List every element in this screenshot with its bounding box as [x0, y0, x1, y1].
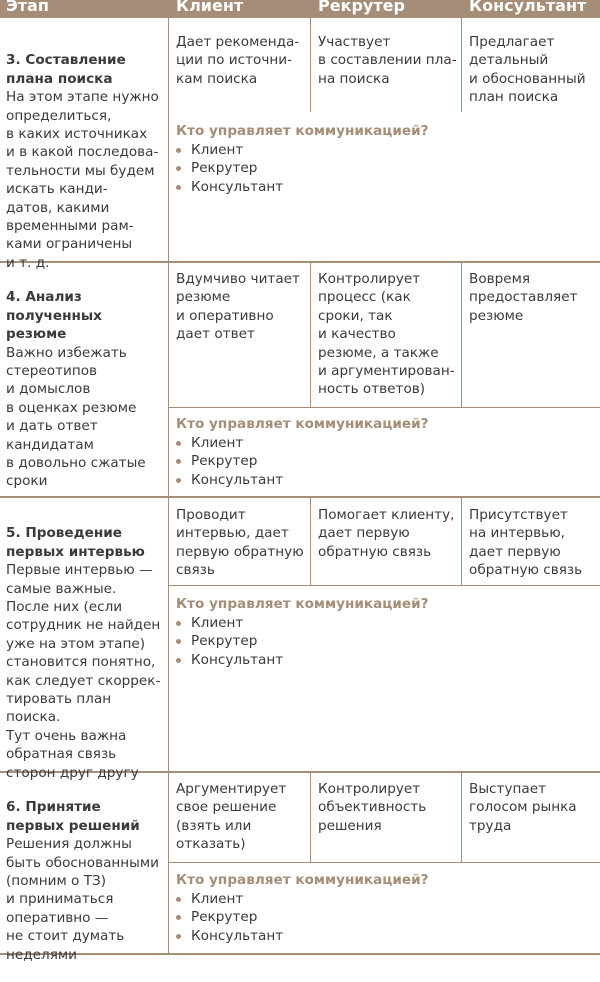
stage-title: 6. Принятие первых решений [6, 799, 140, 834]
list-item: Консультант [174, 927, 283, 945]
recruiter-cell: Помогает клиенту, дает первую обратную связь [318, 507, 455, 560]
stage-description: Решения должны быть обоснованными (помним о ТЗ) и приниматься оперативно — не стоит думать неделями [6, 836, 160, 963]
table-row-stage-5 [6, 506, 160, 801]
comm-title: Кто управляет коммуникацией? [176, 872, 429, 888]
comm-divider-r6 [168, 862, 600, 863]
list-item: Рекрутер [174, 908, 283, 926]
column-divider-recruiter-r4 [461, 262, 462, 407]
stage-description: Первые интервью — самые важные. После них (если сотрудник не найден уже на этом этапе) становится понятно, как следует скоррек- тировать план поиска. Тут очень важна обратная связь сторон друг другу [6, 562, 161, 781]
column-divider-recruiter-r3 [461, 18, 462, 112]
recruiter-cell: Участвует в составлении пла- на поиска [318, 34, 457, 87]
comm-list [174, 141, 283, 196]
header-recruiter: Рекрутер [318, 0, 405, 15]
comm-list [174, 614, 283, 669]
comm-title: Кто управляет коммуникацией? [176, 596, 429, 612]
column-divider-recruiter-r5 [461, 497, 462, 585]
column-divider-client-r4 [310, 262, 311, 407]
list-item: Рекрутер [174, 452, 283, 470]
consultant-cell: Предлагает детальный и обоснованный план поиска [469, 34, 586, 106]
list-item: Клиент [174, 141, 283, 159]
header-client: Клиент [176, 0, 244, 15]
list-item: Клиент [174, 434, 283, 452]
list-item: Рекрутер [174, 632, 283, 650]
client-cell: Вдумчиво читает резюме и оперативно дает ответ [176, 271, 300, 343]
header-consultant: Консультант [469, 0, 587, 15]
consultant-cell: Вовремя предоставляет резюме [469, 271, 578, 324]
stage-description: На этом этапе нужно определиться, в каких источниках и в какой последова- тельности мы будем искать канди- датов, какими временными рам- ками ограничены и т. д. [6, 89, 159, 271]
comm-list [174, 434, 283, 489]
header-stage: Этап [6, 0, 49, 15]
stage-title: 5. Проведение первых интервью [6, 525, 145, 560]
column-divider-client-r6 [310, 772, 311, 862]
column-divider-client-r5 [310, 497, 311, 585]
column-divider-client-r3 [310, 18, 311, 112]
consultant-cell: Присутствует на интервью, дает первую обратную связь [469, 507, 583, 579]
client-cell: Аргументирует свое решение (взять или отказать) [176, 781, 287, 853]
comm-divider-r5 [168, 585, 600, 586]
comm-title: Кто управляет коммуникацией? [176, 416, 429, 432]
list-item: Консультант [174, 651, 283, 669]
comm-title: Кто управляет коммуникацией? [176, 123, 429, 139]
table-row-stage-4 [6, 270, 146, 509]
client-cell: Проводит интервью, дает первую обратную связь [176, 507, 304, 579]
list-item: Клиент [174, 614, 283, 632]
comm-divider-r4 [168, 407, 600, 408]
column-divider-stage [168, 18, 169, 955]
list-item: Консультант [174, 471, 283, 489]
comm-list [174, 890, 283, 945]
list-item: Рекрутер [174, 159, 283, 177]
list-item: Консультант [174, 178, 283, 196]
table-header [0, 0, 600, 18]
stage-description: Важно избежать стереотипов и домыслов в оценках резюме и дать ответ кандидатам в довольно сжатые сроки [6, 344, 146, 490]
column-divider-recruiter-r6 [461, 772, 462, 862]
recruiter-cell: Контролирует процесс (как сроки, так и качество резюме, а также и аргументирован- ность ответов) [318, 271, 455, 398]
recruiter-cell: Контролирует объективность решения [318, 781, 427, 834]
table-row-stage-3 [6, 33, 159, 291]
list-item: Клиент [174, 890, 283, 908]
client-cell: Дает рекоменда- ции по источни- кам поиска [176, 34, 300, 87]
table-row-stage-6 [6, 780, 159, 982]
stage-title: 4. Анализ полученных резюме [6, 289, 102, 343]
consultant-cell: Выступает голосом рынка труда [469, 781, 577, 834]
stage-title: 3. Составление плана поиска [6, 52, 126, 87]
